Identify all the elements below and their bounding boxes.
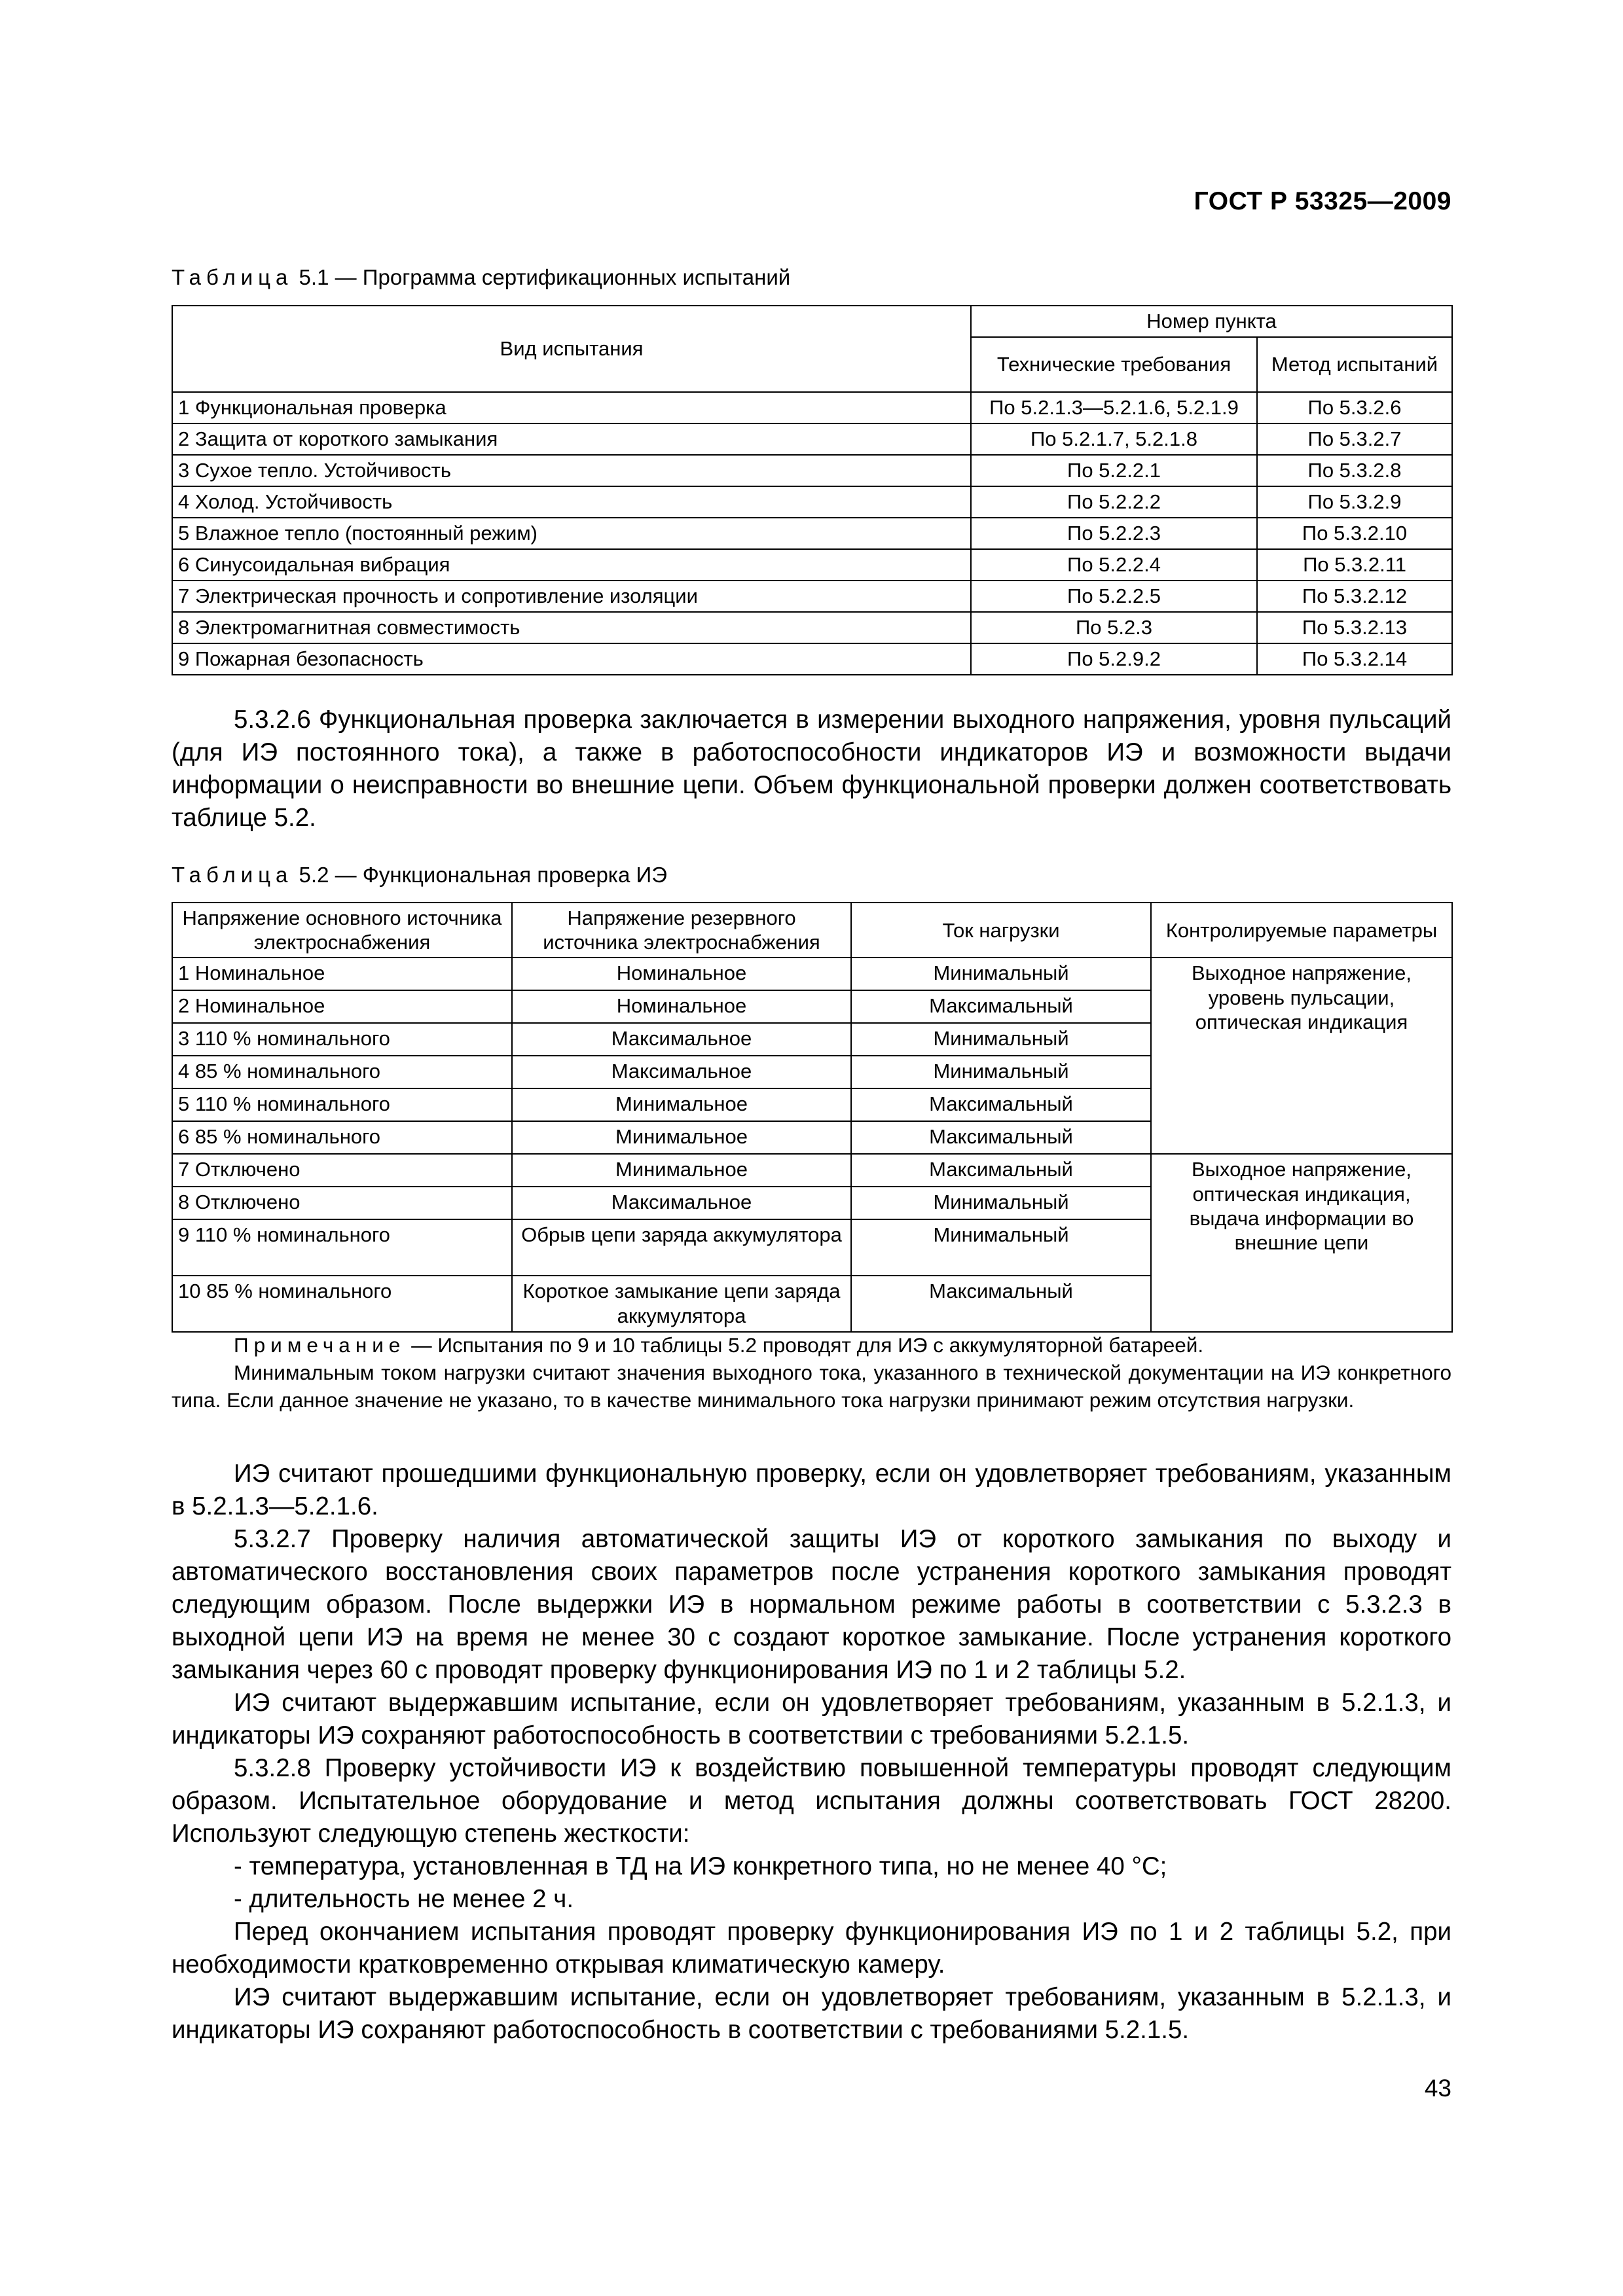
table1-caption-text: 5.1 — Программа сертификационных испытаний (293, 265, 791, 289)
method-cell: По 5.3.2.8 (1257, 455, 1452, 486)
table2-header-load: Ток нагрузки (851, 903, 1151, 958)
table2-body (172, 958, 1452, 1332)
note-label: Примечание (234, 1333, 406, 1357)
method-cell: По 5.3.2.9 (1257, 486, 1452, 518)
reserve-voltage-cell: Минимальное (512, 1121, 851, 1154)
test-type-cell: 8 Электромагнитная совместимость (172, 612, 971, 643)
table-row (172, 455, 1452, 486)
note-line1: — Испытания по 9 и 10 таблицы 5.2 проводят для ИЭ с аккумуляторной батареей. (405, 1333, 1204, 1357)
table-5-1 (172, 305, 1453, 675)
document-id: ГОСТ Р 53325—2009 (1194, 187, 1451, 215)
load-current-cell: Максимальный (851, 990, 1151, 1023)
table1-caption (172, 265, 790, 290)
body-text (172, 1458, 1451, 2047)
table2-header-params: Контролируемые параметры (1151, 903, 1452, 958)
test-type-cell: 3 Сухое тепло. Устойчивость (172, 455, 971, 486)
main-voltage-cell: 3 110 % номинального (172, 1023, 512, 1056)
test-type-cell: 6 Синусоидальная вибрация (172, 549, 971, 581)
main-voltage-cell: 10 85 % номинального (172, 1276, 512, 1332)
table2-header-reserve: Напряжение резервного источника электроснабжения (512, 903, 851, 958)
load-current-cell: Максимальный (851, 1154, 1151, 1187)
table-row (172, 643, 1452, 675)
body-list-item: - длительность не менее 2 ч. (234, 1885, 574, 1913)
load-current-cell: Минимальный (851, 1219, 1151, 1276)
load-current-cell: Минимальный (851, 1056, 1151, 1088)
table-row (172, 423, 1452, 455)
table-5-2 (172, 902, 1453, 1333)
reserve-voltage-cell: Обрыв цепи заряда аккумулятора (512, 1219, 851, 1276)
main-voltage-cell: 1 Номинальное (172, 958, 512, 990)
load-current-cell: Минимальный (851, 1023, 1151, 1056)
requirements-cell: По 5.2.1.3—5.2.1.6, 5.2.1.9 (971, 392, 1257, 423)
requirements-cell: По 5.2.9.2 (971, 643, 1257, 675)
table-row (172, 958, 1452, 990)
test-type-cell: 4 Холод. Устойчивость (172, 486, 971, 518)
body-paragraph: 5.3.2.7 Проверку наличия автоматической защиты ИЭ от короткого замыкания по выходу и автоматического восстановления своих параметров после устранения короткого замыкания проводят следующим образом. После выдержки ИЭ в нормальном режиме работы в соответствии с 5.3.2.3 в выходной цепи ИЭ на время не менее 30 с создают короткое замыкание. После устранения короткого замыкания через 60 с проводят проверку функционирования ИЭ по 1 и 2 таблицы 5.2. (172, 1525, 1451, 1684)
method-cell: По 5.3.2.11 (1257, 549, 1452, 581)
table-note (172, 1331, 1451, 1414)
main-voltage-cell: 7 Отключено (172, 1154, 512, 1187)
reserve-voltage-cell: Максимальное (512, 1056, 851, 1088)
load-current-cell: Максимальный (851, 1276, 1151, 1332)
requirements-cell: По 5.2.2.5 (971, 581, 1257, 612)
table1-body (172, 392, 1452, 675)
reserve-voltage-cell: Минимальное (512, 1154, 851, 1187)
table-row (172, 612, 1452, 643)
main-voltage-cell: 2 Номинальное (172, 990, 512, 1023)
reserve-voltage-cell: Номинальное (512, 990, 851, 1023)
table1-header-req: Технические требования (971, 337, 1257, 392)
test-type-cell: 5 Влажное тепло (постоянный режим) (172, 518, 971, 549)
method-cell: По 5.3.2.7 (1257, 423, 1452, 455)
paragraph-5-3-2-6 (172, 704, 1451, 834)
table1-header-group: Номер пункта (971, 306, 1452, 337)
load-current-cell: Минимальный (851, 958, 1151, 990)
test-type-cell: 2 Защита от короткого замыкания (172, 423, 971, 455)
page-number: 43 (1424, 2075, 1451, 2102)
method-cell: По 5.3.2.6 (1257, 392, 1452, 423)
test-type-cell: 1 Функциональная проверка (172, 392, 971, 423)
body-paragraph: Перед окончанием испытания проводят проверку функционирования ИЭ по 1 и 2 таблицы 5.2, при необходимости кратковременно открывая климатическую камеру. (172, 1918, 1451, 1979)
main-voltage-cell: 4 85 % номинального (172, 1056, 512, 1088)
table2-header-main: Напряжение основного источника электроснабжения (172, 903, 512, 958)
table1-header-type: Вид испытания (172, 306, 971, 392)
params-cell: Выходное напряжение, оптическая индикация, выдача информации во внешние цепи (1151, 1154, 1452, 1332)
table-row (172, 1154, 1452, 1187)
requirements-cell: По 5.2.2.1 (971, 455, 1257, 486)
body-paragraph: ИЭ считают выдержавшим испытание, если он удовлетворяет требованиям, указанным в 5.2.1.3, и индикаторы ИЭ сохраняют работоспособность в соответствии с требованиями 5.2.1.5. (172, 1983, 1451, 2044)
main-voltage-cell: 6 85 % номинального (172, 1121, 512, 1154)
reserve-voltage-cell: Номинальное (512, 958, 851, 990)
table-row (172, 581, 1452, 612)
method-cell: По 5.3.2.14 (1257, 643, 1452, 675)
reserve-voltage-cell: Максимальное (512, 1187, 851, 1219)
reserve-voltage-cell: Короткое замыкание цепи заряда аккумулятора (512, 1276, 851, 1332)
document-page (172, 0, 1451, 2296)
table-row (172, 392, 1452, 423)
method-cell: По 5.3.2.10 (1257, 518, 1452, 549)
load-current-cell: Максимальный (851, 1121, 1151, 1154)
note-line2: Минимальным током нагрузки считают значения выходного тока, указанного в технической документации на ИЭ конкретного типа. Если данное значение не указано, то в качестве минимального тока нагрузки принимают режим отсутствия нагрузки. (172, 1361, 1451, 1412)
method-cell: По 5.3.2.12 (1257, 581, 1452, 612)
requirements-cell: По 5.2.2.3 (971, 518, 1257, 549)
table-row (172, 486, 1452, 518)
load-current-cell: Минимальный (851, 1187, 1151, 1219)
requirements-cell: По 5.2.1.7, 5.2.1.8 (971, 423, 1257, 455)
table2-caption (172, 863, 667, 888)
test-type-cell: 9 Пожарная безопасность (172, 643, 971, 675)
main-voltage-cell: 9 110 % номинального (172, 1219, 512, 1276)
reserve-voltage-cell: Минимальное (512, 1088, 851, 1121)
requirements-cell: По 5.2.2.2 (971, 486, 1257, 518)
body-list-item: - температура, установленная в ТД на ИЭ конкретного типа, но не менее 40 °С; (234, 1852, 1167, 1880)
test-type-cell: 7 Электрическая прочность и сопротивление изоляции (172, 581, 971, 612)
params-cell: Выходное напряжение, уровень пульсации, оптическая индикация (1151, 958, 1452, 1154)
body-paragraph: 5.3.2.8 Проверку устойчивости ИЭ к воздействию повышенной температуры проводят следующим образом. Испытательное оборудование и метод испытания должны соответствовать ГОСТ 28200. Используют следующую степень жесткости: (172, 1754, 1451, 1848)
table1-header-method: Метод испытаний (1257, 337, 1452, 392)
main-voltage-cell: 8 Отключено (172, 1187, 512, 1219)
requirements-cell: По 5.2.3 (971, 612, 1257, 643)
table2-caption-word: Таблица (172, 863, 293, 887)
requirements-cell: По 5.2.2.4 (971, 549, 1257, 581)
table2-caption-text: 5.2 — Функциональная проверка ИЭ (293, 863, 667, 887)
method-cell: По 5.3.2.13 (1257, 612, 1452, 643)
table1-caption-word: Таблица (172, 265, 293, 289)
reserve-voltage-cell: Максимальное (512, 1023, 851, 1056)
load-current-cell: Максимальный (851, 1088, 1151, 1121)
table-row (172, 518, 1452, 549)
paragraph-text: 5.3.2.6 Функциональная проверка заключается в измерении выходного напряжения, уровня пульсаций (для ИЭ постоянного тока), а также в работоспособности индикаторов ИЭ и возможности выдачи информации о неисправности во внешние цепи. Объем функциональной проверки должен соответствовать таблице 5.2. (172, 706, 1451, 832)
body-paragraph: ИЭ считают прошедшими функциональную проверку, если он удовлетворяет требованиям, указанным в 5.2.1.3—5.2.1.6. (172, 1460, 1451, 1520)
body-paragraph: ИЭ считают выдержавшим испытание, если он удовлетворяет требованиям, указанным в 5.2.1.3, и индикаторы ИЭ сохраняют работоспособность в соответствии с требованиями 5.2.1.5. (172, 1689, 1451, 1749)
table-row (172, 549, 1452, 581)
main-voltage-cell: 5 110 % номинального (172, 1088, 512, 1121)
